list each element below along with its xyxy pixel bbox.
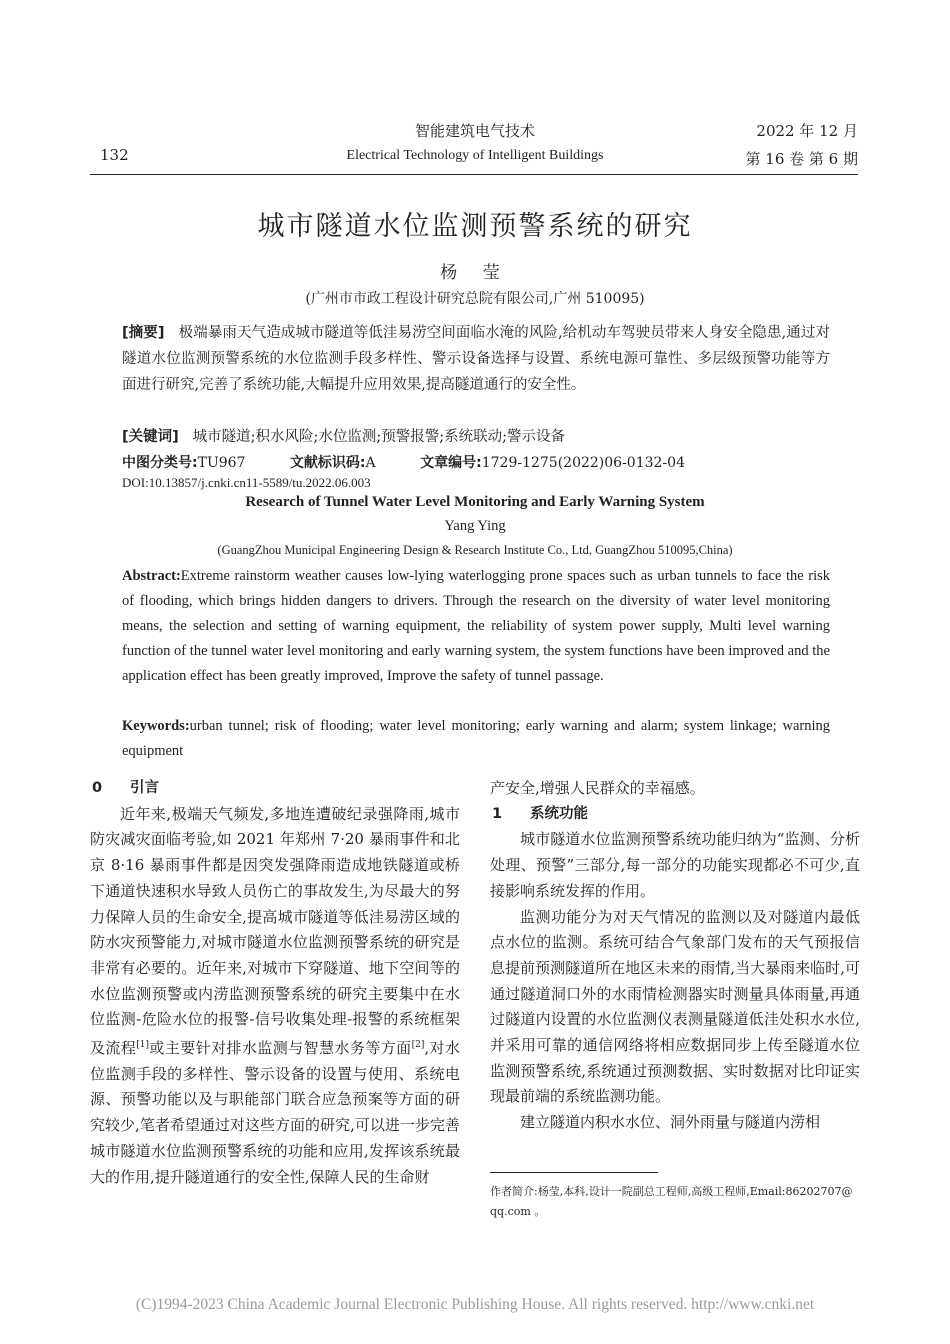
abstract-cn bbox=[122, 320, 830, 398]
journal-title-en: Electrical Technology of Intelligent Buildings bbox=[346, 148, 604, 163]
keywords-label-cn: [关键词] bbox=[122, 429, 179, 445]
section-1-number: 1 bbox=[492, 805, 503, 822]
keywords-text-en: urban tunnel; risk of flooding; water level monitoring; early warning and alarm; system linkage; warning equipment bbox=[122, 718, 830, 759]
intro-paragraph-continued: 产安全,增强人民群众的幸福感。 bbox=[490, 779, 705, 797]
intro-text-part2: 或主要针对排水监测与智慧水务等方面 bbox=[149, 1039, 412, 1058]
author-footnote: 作者简介:杨莹,本科,设计一院副总工程师,高级工程师,Email:86202707@ qq.com 。 bbox=[490, 1185, 853, 1218]
abstract-label-en: Abstract: bbox=[122, 568, 181, 584]
section-1-paragraph-3: 建立隧道内积水水位、洞外雨量与隧道内涝相 bbox=[520, 1113, 821, 1132]
keywords-en bbox=[122, 714, 830, 764]
article-no-label: 文章编号: bbox=[420, 455, 482, 471]
issue-date: 2022 年 12 月 bbox=[756, 122, 858, 140]
section-1-paragraph-2: 监测功能分为对天气情况的监测以及对隧道内最低点水位的监测。系统可结合气象部门发布的天气预报信息提前预测隧道所在地区未来的雨情,当大暴雨来临时,可通过隧道洞口外的水雨情检测器实时测量具体雨量,再通过隧道内设置的水位监测仪表测量隧道低洼处积水水位,并采用可靠的通信网络将相应数据同步上传至隧道水位监测预警系统,系统通过预测数据、实时数据对比印证实现最前端的系统监测功能。 bbox=[490, 907, 860, 1106]
author-cn: 杨 莹 bbox=[440, 263, 510, 283]
journal-title-cn: 智能建筑电气技术 bbox=[414, 122, 535, 140]
intro-text-part1: 近年来,极端天气频发,多地连遭破纪录强降雨,城市防灾减灾面临考验,如 2021 年郑州 7·20 暴雨事件和北京 8·16 暴雨事件都是因突发强降雨造成地铁隧道或桥下通道快速积水导致人员伤亡的事故发生,为尽最大的努力保障人员的生命安全,提高城市隧道等低洼易涝区域的防水灾预警能力,对城市隧道水位监测预警系统的研究是非常有必要的。近年来,对城市下穿隧道、地下空间等的水位监测预警或内涝监测预警系统的研究主要集中在水位监测-危险水位的报警-信号收集处理-报警的系统框架及流程 bbox=[90, 804, 460, 1058]
intro-text-part3: ,对水位监测手段的多样性、警示设备的设置与使用、系统电源、预警功能以及与职能部门联合应急预案等方面的研究较少,笔者希望通过对这些方面的研究,可以进一步完善城市隧道水位监测预警系统的功能和应用,发挥该系统最大的作用,提升隧道通行的安全性,保障人民的生命财 bbox=[90, 1039, 460, 1186]
abstract-text-cn: 极端暴雨天气造成城市隧道等低洼易涝空间面临水淹的风险,给机动车驾驶员带来人身安全隐患,通过对隧道水位监测预警系统的水位监测手段多样性、警示设备选择与设置、系统电源可靠性、多层级预警功能等方面进行研究,完善了系统功能,大幅提升应用效果,提高隧道通行的安全性。 bbox=[122, 325, 830, 393]
doi: DOI:10.13857/j.cnki.cn11-5589/tu.2022.06.003 bbox=[122, 475, 371, 490]
issue-volume: 第 16 卷 第 6 期 bbox=[745, 150, 858, 168]
section-0-number: 0 bbox=[92, 780, 103, 796]
section-1-title: 系统功能 bbox=[530, 805, 588, 822]
reference-2: [2] bbox=[411, 1040, 425, 1051]
article-title-en: Research of Tunnel Water Level Monitoring and Early Warning System bbox=[245, 494, 705, 510]
footnote-rule bbox=[490, 1172, 658, 1173]
header-rule bbox=[90, 174, 858, 175]
section-1-heading bbox=[490, 802, 860, 828]
author-en: Yang Ying bbox=[444, 518, 506, 534]
classification-row bbox=[122, 452, 830, 474]
article-no-value: 1729-1275(2022)06-0132-04 bbox=[481, 455, 685, 471]
keywords-label-en: Keywords: bbox=[122, 718, 190, 734]
abstract-label-cn: [摘要] bbox=[122, 325, 165, 341]
intro-paragraph bbox=[90, 802, 460, 1191]
abstract-text-en: Extreme rainstorm weather causes low-lying waterlogging prone spaces such as urban tunnels to face the risk of flooding, which brings hidden dangers to drivers. Through the research on the diversity of water level monitoring means, the selection and setting of warning equipment, the reliability of system power supply, Multi level warning function of the tunnel water level monitoring and early warning system, the system functions have been improved and the application effect has been greatly improved, Improve the safety of tunnel passage. bbox=[122, 568, 830, 684]
section-0-title: 引言 bbox=[130, 780, 159, 796]
affiliation-en: (GuangZhou Municipal Engineering Design & Research Institute Co., Ltd, GuangZhou 510095,China) bbox=[217, 543, 733, 557]
section-0-heading bbox=[90, 776, 460, 802]
doc-code-value: A bbox=[365, 455, 376, 471]
keywords-cn bbox=[122, 426, 830, 448]
copyright-line: (C)1994-2023 China Academic Journal Electronic Publishing House. All rights reserved. http://www.cnki.net bbox=[135, 1296, 815, 1313]
body-right-column bbox=[490, 776, 860, 1136]
body-left-column bbox=[90, 776, 460, 1190]
doc-code-label: 文献标识码: bbox=[289, 455, 366, 471]
article-title-cn: 城市隧道水位监测预警系统的研究 bbox=[257, 211, 693, 242]
affiliation-cn: (广州市市政工程设计研究总院有限公司,广州 510095) bbox=[305, 291, 645, 307]
clc-value: TU967 bbox=[197, 455, 246, 471]
reference-1: [1] bbox=[136, 1040, 150, 1051]
keywords-text-cn: 城市隧道;积水风险;水位监测;预警报警;系统联动;警示设备 bbox=[192, 429, 566, 445]
section-1-paragraph-1: 城市隧道水位监测预警系统功能归纳为“监测、分析处理、预警”三部分,每一部分的功能实现都必不可少,直接影响系统发挥的作用。 bbox=[490, 830, 860, 900]
abstract-en bbox=[122, 564, 830, 689]
page-number: 132 bbox=[100, 146, 129, 164]
clc-label: 中图分类号: bbox=[122, 455, 198, 471]
